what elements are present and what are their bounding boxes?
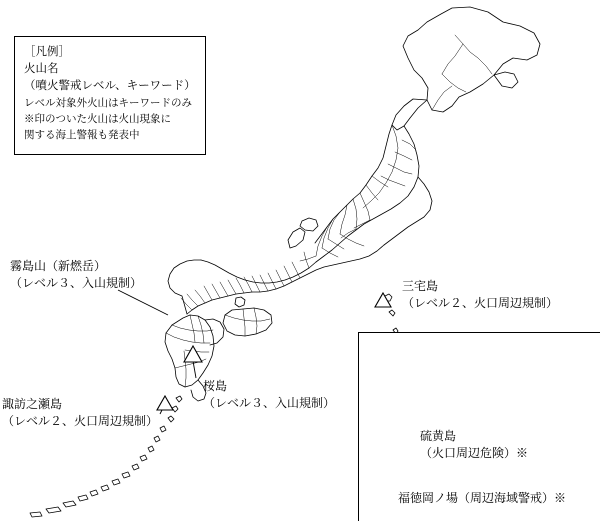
label-miyakejima-status: （レベル２、火口周辺規制）	[402, 296, 559, 310]
legend-line-2: （噴火警戒レベル、キーワード）	[24, 80, 196, 92]
label-ioto-status: （火口周辺危険）※	[420, 446, 529, 460]
label-ioto-name: 硫黄島	[420, 429, 457, 443]
label-suwanosejima	[2, 396, 158, 430]
label-miyakejima-name: 三宅島	[402, 279, 439, 293]
label-miyakejima	[402, 278, 558, 312]
volcano-marker-sakurajima	[184, 346, 202, 362]
label-suwanosejima-status: （レベル２、火口周辺規制）	[2, 414, 159, 428]
leader-line-sakurajima	[193, 361, 196, 378]
legend-box	[14, 36, 206, 155]
label-ioto	[420, 428, 528, 462]
label-sakurajima	[203, 378, 335, 412]
volcano-marker-miyakejima	[375, 293, 391, 307]
label-kirishima	[10, 258, 142, 292]
legend-line-3: レベル対象外火山はキーワードのみ	[24, 97, 192, 109]
label-fukutokuokanoba-name: 福徳岡ノ場（周辺海域警戒）※	[398, 491, 567, 505]
legend-line-5: 関する海上警報も発表中	[24, 129, 140, 141]
label-sakurajima-status: （レベル３、入山規制）	[203, 396, 336, 410]
label-fukutokuokanoba	[398, 490, 566, 507]
volcano-marker-suwanosejima	[157, 396, 173, 410]
label-kirishima-status: （レベル３、入山規制）	[10, 276, 143, 290]
legend-line-4: ※印のついた火山は火山現象に	[24, 113, 171, 125]
label-sakurajima-name: 桜島	[203, 379, 228, 393]
label-suwanosejima-name: 諏訪之瀬島	[2, 397, 63, 411]
leader-line-kirishima	[118, 290, 168, 315]
legend-line-1: 火山名	[24, 63, 59, 75]
label-kirishima-name: 霧島山（新燃岳）	[10, 259, 107, 273]
legend-title: ［凡例］	[24, 46, 70, 58]
